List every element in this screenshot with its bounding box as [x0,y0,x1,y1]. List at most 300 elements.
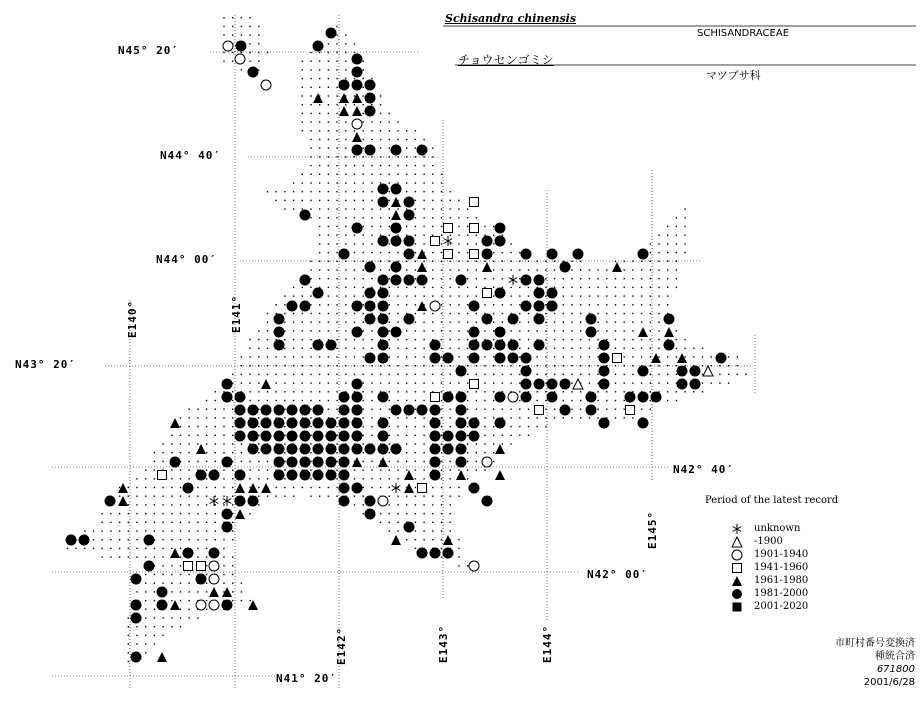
survey-dot [432,322,433,323]
survey-dot [597,409,598,410]
survey-dot [310,61,311,62]
lon-label-143: E143° [437,624,450,663]
record-marker [469,431,480,442]
survey-dot [258,382,259,383]
record-marker [703,366,713,376]
survey-dot [667,287,668,288]
survey-dot [571,382,572,383]
record-marker [456,457,467,468]
survey-dot [293,313,294,314]
record-marker [664,327,674,337]
survey-dot [206,409,207,410]
survey-dot [354,295,355,296]
survey-dot [432,382,433,383]
survey-dot [223,574,224,575]
record-marker [534,275,545,286]
survey-dot [380,487,381,488]
survey-dot [389,382,390,383]
survey-dot [258,43,259,44]
survey-dot [580,339,581,340]
survey-dot [415,487,416,488]
record-marker [456,444,467,455]
survey-dot [110,513,111,514]
survey-dot [310,313,311,314]
survey-dot [249,513,250,514]
survey-dot [563,313,564,314]
survey-dot [354,208,355,209]
survey-dot [684,252,685,253]
survey-dot [580,391,581,392]
survey-dot [302,113,303,114]
survey-dot [650,409,651,410]
record-marker [339,483,350,494]
survey-dot [154,643,155,644]
survey-dot [206,609,207,610]
survey-dot [310,69,311,70]
survey-dot [284,400,285,401]
survey-dot [537,400,538,401]
survey-dot [258,443,259,444]
survey-dot [319,139,320,140]
survey-dot [406,235,407,236]
survey-dot [328,400,329,401]
survey-dot [223,556,224,557]
survey-dot [310,322,311,323]
survey-dot [267,339,268,340]
survey-dot [145,530,146,531]
survey-dot [641,278,642,279]
record-marker [261,405,272,416]
survey-dot [441,417,442,418]
survey-dot [432,295,433,296]
survey-dot [467,226,468,227]
survey-dot [310,130,311,131]
survey-dot [267,191,268,192]
survey-dot [145,617,146,618]
survey-dot [554,374,555,375]
record-marker [638,366,649,377]
survey-dot [615,391,616,392]
survey-dot [510,269,511,270]
legend-label: 1941-1960 [754,562,809,573]
survey-dot [580,409,581,410]
survey-dot [571,330,572,331]
survey-dot [302,121,303,122]
survey-dot [519,374,520,375]
survey-dot [241,356,242,357]
survey-dot [389,400,390,401]
survey-dot [258,487,259,488]
survey-dot [371,339,372,340]
survey-dot [319,148,320,149]
survey-dot [189,530,190,531]
survey-dot [319,400,320,401]
survey-dot [467,235,468,236]
survey-dot [467,417,468,418]
survey-dot [206,461,207,462]
survey-dot [302,95,303,96]
survey-dot [502,443,503,444]
survey-dot [345,139,346,140]
filled-triangle-icon [728,574,746,587]
survey-dot [310,165,311,166]
survey-dot [336,235,337,236]
survey-dot [467,261,468,262]
survey-dot [319,243,320,244]
record-marker [430,405,441,416]
survey-dot [249,52,250,53]
record-marker [651,392,662,403]
record-marker [352,392,363,403]
survey-dot [441,217,442,218]
survey-dot [589,382,590,383]
survey-dot [684,243,685,244]
survey-dot [197,409,198,410]
survey-dot [336,452,337,453]
survey-dot [537,426,538,427]
survey-dot [406,452,407,453]
survey-dot [154,548,155,549]
survey-dot [450,382,451,383]
record-marker [391,262,402,273]
survey-dot [658,348,659,349]
survey-dot [197,426,198,427]
survey-dot [423,443,424,444]
survey-dot [345,52,346,53]
record-marker [586,392,597,403]
survey-dot [345,235,346,236]
record-marker [560,405,571,416]
survey-dot [328,322,329,323]
survey-dot [423,156,424,157]
footer-line-2: 種統合済 [875,651,915,662]
survey-dot [328,148,329,149]
survey-dot [136,496,137,497]
record-marker [352,301,363,312]
survey-dot [615,322,616,323]
survey-dot [632,269,633,270]
survey-dot [162,565,163,566]
record-marker [404,275,415,286]
survey-dot [258,469,259,470]
survey-dot [728,365,729,366]
survey-dot [667,365,668,366]
survey-dot [441,374,442,375]
survey-dot [293,287,294,288]
survey-dot [563,391,564,392]
survey-dot [493,269,494,270]
record-marker [508,392,518,402]
survey-dot [336,69,337,70]
survey-dot [476,243,477,244]
scientific-name: Schisandra chinensis [445,12,577,25]
survey-dot [450,513,451,514]
survey-dot [310,339,311,340]
survey-dot [389,478,390,479]
survey-dot [441,382,442,383]
survey-dot [215,530,216,531]
survey-dot [632,322,633,323]
survey-dot [580,330,581,331]
survey-dot [354,52,355,53]
survey-dot [363,78,364,79]
survey-dot [423,513,424,514]
survey-dot [345,374,346,375]
record-marker [430,457,441,468]
survey-dot [363,217,364,218]
record-marker [495,353,506,364]
survey-dot [336,78,337,79]
survey-dot [310,496,311,497]
survey-dot [432,235,433,236]
survey-dot [667,374,668,375]
survey-dot [162,487,163,488]
survey-dot [606,313,607,314]
survey-dot [415,513,416,514]
survey-dot [258,478,259,479]
survey-dot [415,409,416,410]
survey-dot [423,504,424,505]
record-marker [613,354,622,363]
survey-dot [223,496,224,497]
survey-dot [363,382,364,383]
survey-dot [493,295,494,296]
survey-dot [406,287,407,288]
survey-dot [215,391,216,392]
survey-dot [441,252,442,253]
lat-label-45-20: N45° 20′ [118,44,179,57]
survey-dot [302,400,303,401]
survey-dot [484,452,485,453]
survey-dot [345,261,346,262]
record-marker [300,210,311,221]
survey-dot [206,591,207,592]
survey-dot [441,261,442,262]
survey-dot [145,583,146,584]
survey-dot [136,530,137,531]
survey-dot [241,374,242,375]
survey-dot [319,87,320,88]
survey-dot [510,252,511,253]
survey-dot [232,452,233,453]
record-marker [378,327,389,338]
record-marker [352,444,363,455]
survey-dot [571,313,572,314]
survey-dot [310,278,311,279]
legend-item-unknown [705,522,838,535]
survey-dot [676,235,677,236]
survey-dot [484,382,485,383]
survey-dot [180,574,181,575]
survey-dot [432,313,433,314]
survey-dot [328,261,329,262]
survey-dot [389,235,390,236]
survey-dot [249,382,250,383]
survey-dot [223,504,224,505]
survey-dot [406,226,407,227]
survey-dot [580,374,581,375]
survey-dot [162,522,163,523]
survey-dot [336,322,337,323]
legend-title: Period of the latest record [705,495,839,506]
survey-dot [545,295,546,296]
survey-dot [632,304,633,305]
survey-dot [363,139,364,140]
survey-dot [667,278,668,279]
record-marker [418,484,427,493]
record-marker [495,418,506,429]
survey-dot [258,339,259,340]
survey-dot [232,443,233,444]
survey-dot [180,539,181,540]
survey-dot [354,261,355,262]
survey-dot [545,304,546,305]
survey-dot [493,400,494,401]
survey-dot [336,435,337,436]
survey-dot [136,487,137,488]
survey-dot [650,313,651,314]
survey-dot [189,617,190,618]
survey-dot [641,322,642,323]
survey-dot [624,417,625,418]
survey-dot [276,487,277,488]
survey-dot [441,278,442,279]
survey-dot [354,104,355,105]
record-marker [170,457,181,468]
survey-dot [180,504,181,505]
survey-dot [363,304,364,305]
survey-dot [389,130,390,131]
legend-label: 2001-2020 [754,601,809,612]
survey-dot [189,452,190,453]
survey-dot [180,487,181,488]
survey-dot [276,304,277,305]
record-marker [313,457,324,468]
survey-dot [189,417,190,418]
survey-dot [354,478,355,479]
survey-dot [284,322,285,323]
survey-dot [371,426,372,427]
survey-dot [458,539,459,540]
survey-dot [441,191,442,192]
survey-dot [406,461,407,462]
survey-dot [493,365,494,366]
survey-dot [597,278,598,279]
survey-dot [519,409,520,410]
survey-dot [563,400,564,401]
survey-dot [711,356,712,357]
survey-dot [423,217,424,218]
survey-dot [397,156,398,157]
survey-dot [336,95,337,96]
survey-dot [371,191,372,192]
survey-dot [632,417,633,418]
record-marker [209,587,219,597]
survey-dot [136,522,137,523]
record-marker [274,470,285,481]
record-marker [300,275,311,286]
record-marker [391,184,402,195]
survey-dot [249,61,250,62]
survey-dot [145,478,146,479]
survey-dot [415,130,416,131]
survey-dot [389,191,390,192]
survey-dot [667,269,668,270]
survey-dot [415,295,416,296]
survey-dot [354,78,355,79]
survey-dot [467,322,468,323]
survey-dot [415,461,416,462]
survey-dot [493,417,494,418]
survey-dot [241,69,242,70]
record-marker [313,288,324,299]
record-marker [443,353,454,364]
survey-dot [136,591,137,592]
survey-dot [554,261,555,262]
survey-dot [319,121,320,122]
survey-dot [363,269,364,270]
record-marker [378,444,389,455]
survey-dot [328,78,329,79]
survey-dot [302,61,303,62]
survey-dot [676,356,677,357]
survey-dot [441,504,442,505]
survey-dot [554,287,555,288]
lat-label-44-00: N44° 00′ [156,253,217,266]
legend-label: unknown [754,523,801,534]
survey-dot [380,522,381,523]
survey-dot [545,261,546,262]
survey-dot [241,600,242,601]
survey-dot [415,226,416,227]
survey-dot [189,591,190,592]
survey-dot [310,139,311,140]
survey-dot [545,426,546,427]
survey-dot [537,374,538,375]
survey-dot [345,356,346,357]
survey-dot [171,496,172,497]
survey-dot [293,200,294,201]
survey-dot [110,522,111,523]
survey-dot [615,348,616,349]
survey-dot [293,391,294,392]
survey-dot [328,365,329,366]
survey-dot [389,469,390,470]
survey-dot [684,217,685,218]
survey-dot [154,504,155,505]
survey-dot [371,278,372,279]
survey-dot [580,295,581,296]
survey-dot [319,365,320,366]
survey-dot [467,295,468,296]
record-marker [352,457,362,467]
survey-dot [162,556,163,557]
survey-dot [189,478,190,479]
survey-dot [328,287,329,288]
survey-dot [415,400,416,401]
survey-dot [423,374,424,375]
survey-dot [502,313,503,314]
survey-dot [328,269,329,270]
survey-dot [128,626,129,627]
survey-dot [223,435,224,436]
record-marker [417,405,428,416]
survey-dot [310,426,311,427]
legend [705,495,838,613]
survey-dot [319,61,320,62]
survey-dot [241,443,242,444]
survey-dot [363,435,364,436]
